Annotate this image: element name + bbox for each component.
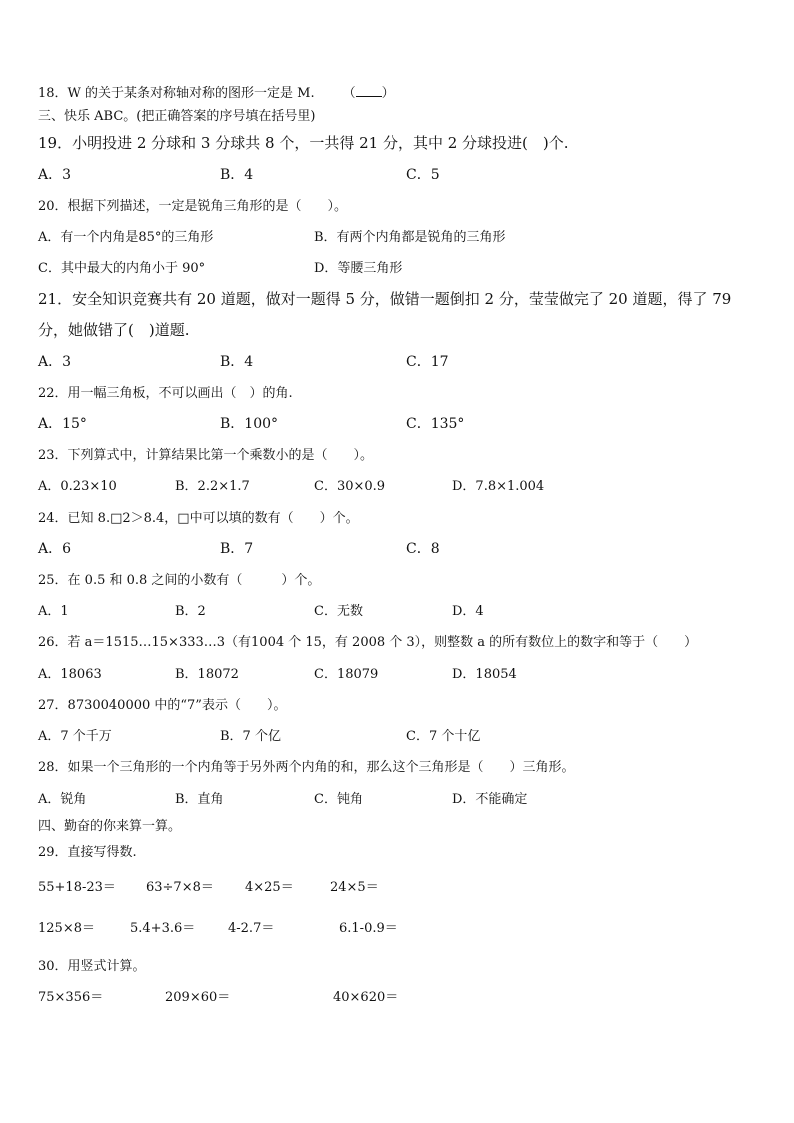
q19-option-b[interactable]: B．4 xyxy=(220,167,254,183)
q28-option-c[interactable]: C．钝角 xyxy=(314,792,363,807)
q21-option-b[interactable]: B．4 xyxy=(220,354,254,370)
q29-stem: 29．直接写得数. xyxy=(38,845,137,860)
section3-title: 三、快乐 ABC。(把正确答案的序号填在括号里) xyxy=(38,109,316,124)
q22-option-c[interactable]: C．135° xyxy=(406,416,465,432)
q29-row2-item3: 4-2.7＝ xyxy=(228,921,275,936)
q18-text: 18．W 的关于某条对称轴对称的图形一定是 M. xyxy=(38,86,315,101)
q18-paren-close: ） xyxy=(381,86,395,101)
q20-stem: 20．根据下列描述，一定是锐角三角形的是（ ）。 xyxy=(38,199,348,214)
q29-row2-item4: 6.1-0.9＝ xyxy=(339,921,398,936)
q20-option-c[interactable]: C．其中最大的内角小于 90° xyxy=(38,261,206,276)
section4-title: 四、勤奋的你来算一算。 xyxy=(38,819,182,834)
q23-option-a[interactable]: A．0.23×10 xyxy=(38,479,117,494)
q29-row1-item3: 4×25＝ xyxy=(245,880,294,895)
q18-paren-open: （ xyxy=(342,86,356,101)
q22-stem: 22．用一幅三角板，不可以画出（ ）的角. xyxy=(38,386,293,401)
q21-stem-line1: 21．安全知识竞赛共有 20 道题，做对一题得 5 分，做错一题倒扣 2 分，莹莹做完了 20 道题，得了 79 xyxy=(38,290,732,308)
q25-option-b[interactable]: B．2 xyxy=(175,604,206,619)
q25-option-c[interactable]: C．无数 xyxy=(314,604,363,619)
q28-stem: 28．如果一个三角形的一个内角等于另外两个内角的和，那么这个三角形是（ ）三角形。 xyxy=(38,760,575,775)
q21-stem-line2: 分，她做错了( )道题. xyxy=(38,321,190,339)
q27-option-c[interactable]: C．7 个十亿 xyxy=(406,729,481,744)
q23-option-c[interactable]: C．30×0.9 xyxy=(314,479,386,494)
q25-stem: 25．在 0.5 和 0.8 之间的小数有（ ）个。 xyxy=(38,573,321,588)
q24-option-a[interactable]: A．6 xyxy=(38,541,72,557)
q29-row1-item4: 24×5＝ xyxy=(330,880,379,895)
q28-option-b[interactable]: B．直角 xyxy=(175,792,224,807)
q22-option-b[interactable]: B．100° xyxy=(220,416,279,432)
q30-item1: 75×356＝ xyxy=(38,990,104,1005)
q29-row2-item1: 125×8＝ xyxy=(38,921,95,936)
q30-stem: 30．用竖式计算。 xyxy=(38,959,146,974)
q29-row2-item2: 5.4+3.6＝ xyxy=(130,921,196,936)
q23-option-b[interactable]: B．2.2×1.7 xyxy=(175,479,250,494)
q28-option-d[interactable]: D．不能确定 xyxy=(452,792,528,807)
q29-row1-item2: 63÷7×8＝ xyxy=(146,880,214,895)
q20-option-a[interactable]: A．有一个内角是85°的三角形 xyxy=(38,230,214,245)
q22-option-a[interactable]: A．15° xyxy=(38,416,87,432)
q25-option-d[interactable]: D．4 xyxy=(452,604,484,619)
q21-option-c[interactable]: C．17 xyxy=(406,354,449,370)
q23-option-d[interactable]: D．7.8×1.004 xyxy=(452,479,545,494)
q27-option-b[interactable]: B．7 个亿 xyxy=(220,729,281,744)
q28-option-a[interactable]: A．锐角 xyxy=(38,792,87,807)
q27-stem: 27．8730040000 中的“7”表示（ ）。 xyxy=(38,698,287,713)
q18-line xyxy=(38,84,395,100)
q19-option-a[interactable]: A．3 xyxy=(38,167,72,183)
q30-item2: 209×60＝ xyxy=(165,990,231,1005)
q26-option-d[interactable]: D．18054 xyxy=(452,667,517,682)
q21-option-a[interactable]: A．3 xyxy=(38,354,72,370)
q19-stem: 19．小明投进 2 分球和 3 分球共 8 个，一共得 21 分，其中 2 分球投进( )个. xyxy=(38,134,569,152)
q18-answer-blank[interactable] xyxy=(356,84,382,97)
q24-option-c[interactable]: C．8 xyxy=(406,541,440,557)
q20-option-d[interactable]: D．等腰三角形 xyxy=(314,261,403,276)
q27-option-a[interactable]: A．7 个千万 xyxy=(38,729,112,744)
q29-row1-item1: 55+18-23＝ xyxy=(38,880,116,895)
q26-option-b[interactable]: B．18072 xyxy=(175,667,239,682)
q19-option-c[interactable]: C．5 xyxy=(406,167,440,183)
q24-option-b[interactable]: B．7 xyxy=(220,541,254,557)
q20-option-b[interactable]: B．有两个内角都是锐角的三角形 xyxy=(314,230,506,245)
q30-item3: 40×620＝ xyxy=(333,990,399,1005)
q26-stem: 26．若 a＝1515…15×333…3（有1004 个 15，有 2008 个 3），则整数 a 的所有数位上的数字和等于（ ） xyxy=(38,635,698,650)
q26-option-a[interactable]: A．18063 xyxy=(38,667,102,682)
q24-stem: 24．已知 8.□2＞8.4，□中可以填的数有（ ）个。 xyxy=(38,511,359,526)
q23-stem: 23．下列算式中，计算结果比第一个乘数小的是（ ）。 xyxy=(38,448,374,463)
q26-option-c[interactable]: C．18079 xyxy=(314,667,379,682)
q25-option-a[interactable]: A．1 xyxy=(38,604,69,619)
